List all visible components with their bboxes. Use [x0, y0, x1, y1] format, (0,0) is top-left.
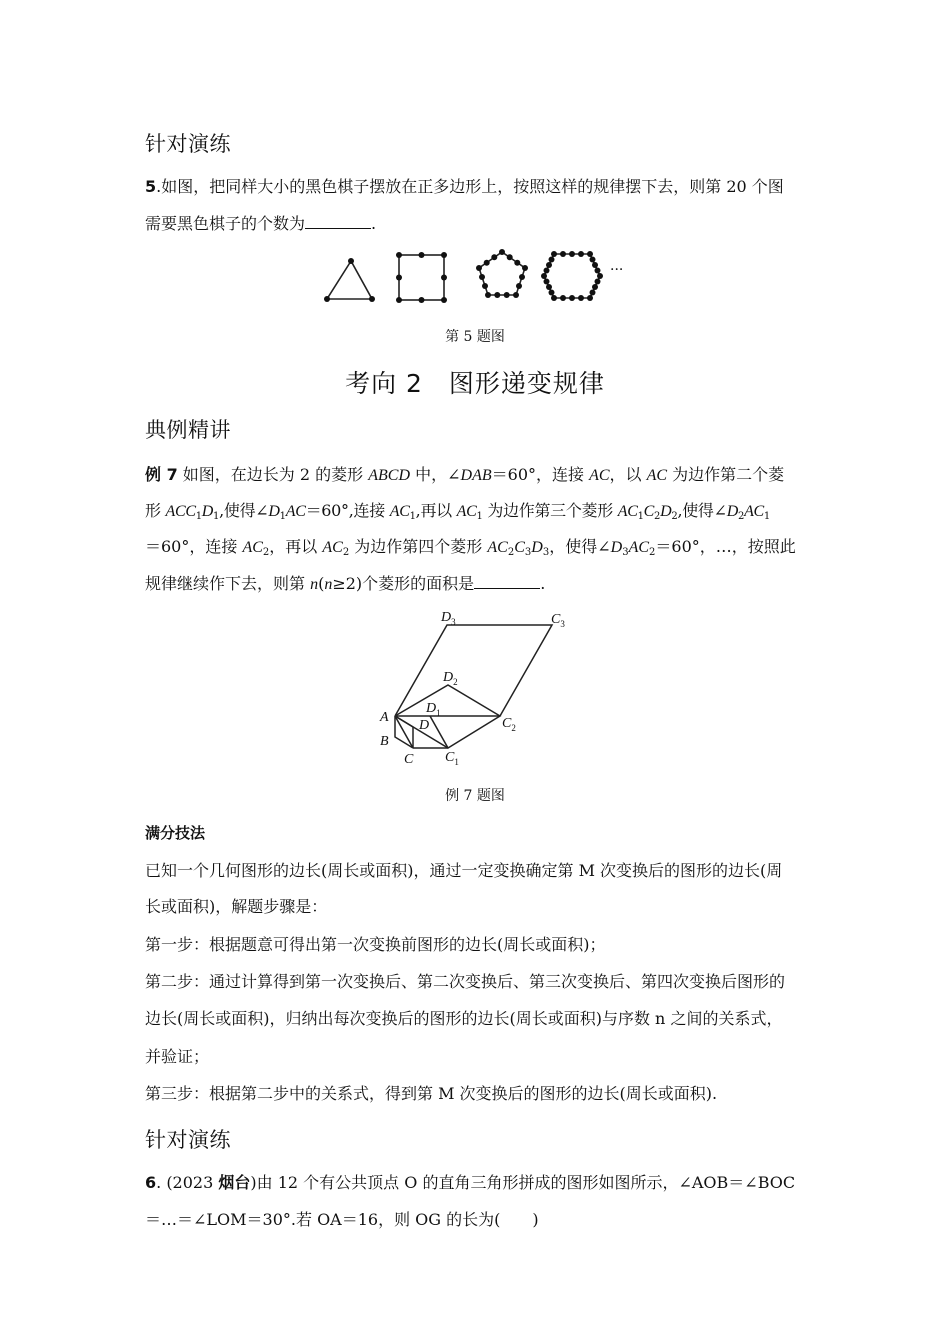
section-heading-practice: 针对演练	[145, 132, 231, 156]
svg-text:D1: $D_1$	[426, 701, 441, 718]
svg-text:C2: $C_2$	[502, 716, 516, 733]
topic-title: 考向 2 图形递变规律	[345, 369, 605, 398]
tips-step3: 第三步：根据第二步中的关系式，得到第 M 次变换后的图形的边长(周长或面积).	[145, 1084, 718, 1103]
svg-text:C3: $C_3$	[551, 612, 565, 629]
tips-step2-line1: 第二步：通过计算得到第一次变换后、第二次变换后、第三次变换后、第四次变换后图形的	[145, 972, 786, 991]
tips-heading: 满分技法	[145, 824, 206, 842]
svg-text:B: B	[380, 734, 389, 749]
tips-step1: 第一步：根据题意可得出第一次变换前图形的边长(周长或面积)；	[145, 935, 606, 954]
example-7-line3: ＝60°，连接 $AC_2$，再以 $AC_2$ 为边作第四个菱形 $AC_2C_3D_3$，使得$\angle D_3AC_2=60^\circ$，…，按照此	[145, 537, 796, 558]
question-text: 需要黑色棋子的个数为	[145, 214, 306, 233]
svg-text:D: D	[419, 718, 430, 733]
period: .	[371, 214, 377, 233]
example-7-diagram	[375, 605, 575, 775]
question-6-line1: 6. (2023 烟台)由 12 个有公共顶点 O 的直角三角形拼成的图形如图所示，∠AOB＝∠BOC	[145, 1173, 796, 1192]
tips-intro-line2: 长或面积)，解题步骤是：	[145, 897, 328, 916]
question-number: 5	[145, 177, 157, 196]
example-7-line2: 形 $ACC_1D_1$,使得$\angle D_1AC=60^\circ$,连接 $AC_1$,再以 $AC_1$ 为边作第三个菱形 $AC_1C_2D_2$,使得$\angle D_2AC_1$	[145, 501, 770, 522]
tips-intro-line1: 已知一个几何图形的边长(周长或面积)，通过一定变换确定第 M 次变换后的图形的边长(周	[145, 861, 783, 880]
question-5-figure	[318, 250, 648, 320]
svg-text:C: C	[404, 752, 414, 767]
svg-text:D2: $D_2$	[443, 670, 458, 687]
figure-caption-example-7: 例 7 题图	[445, 788, 505, 804]
example-label: 例 7	[145, 465, 178, 484]
question-5-line1	[145, 174, 813, 197]
tips-step2-line2: 边长(周长或面积)，归纳出每次变换后的图形的边长(周长或面积)与序数 n 之间的关系式，	[145, 1009, 783, 1028]
question-6-line2: ＝…＝∠LOM＝30°.若 OA＝16，则 OG 的长为( )	[145, 1210, 539, 1229]
svg-text:D3: $D_3$	[441, 610, 456, 627]
svg-text:C1: $C_1$	[445, 750, 459, 767]
question-number: 6	[145, 1173, 157, 1192]
answer-blank[interactable]	[474, 574, 540, 589]
question-text: .如图，把同样大小的黑色棋子摆放在正多边形上，按照这样的规律摆下去，则第 20 个图	[156, 177, 784, 196]
svg-text:A: A	[380, 710, 389, 725]
question-5-line2	[145, 211, 813, 234]
figure-caption-q5: 第 5 题图	[445, 329, 505, 345]
section-heading-examples: 典例精讲	[145, 418, 231, 442]
example-7-line4: 规律继续作下去，则第 n(n≥2)个菱形的面积是 .	[145, 574, 546, 593]
question-text: 由 12 个有公共顶点 O 的直角三角形拼成的图形如图所示，∠AOB＝∠BOC	[256, 1173, 796, 1192]
answer-blank[interactable]	[305, 214, 371, 229]
example-7-line1: 例 7 如图，在边长为 2 的菱形 ABCD 中，∠DAB＝60°，连接 AC，以 AC 为边作第二个菱	[145, 465, 785, 484]
ellipsis: ···	[610, 262, 624, 278]
section-heading-practice-2: 针对演练	[145, 1128, 231, 1152]
tips-step2-line3: 并验证；	[145, 1047, 210, 1066]
